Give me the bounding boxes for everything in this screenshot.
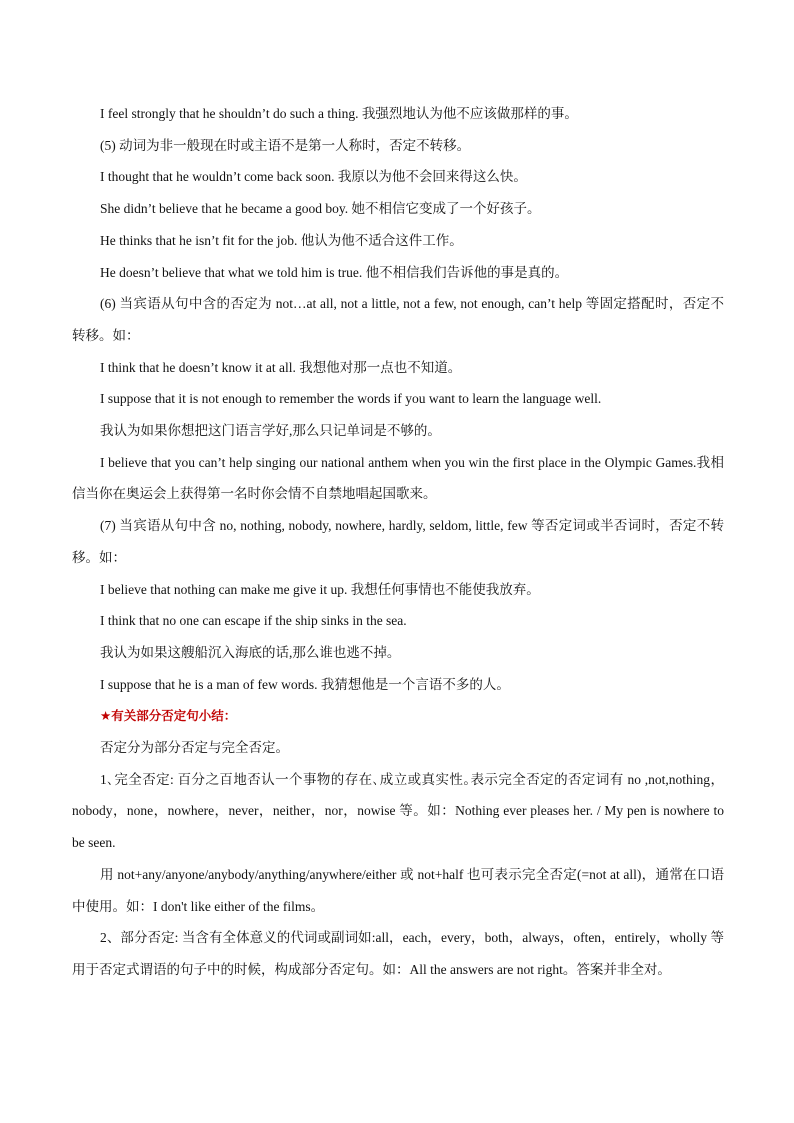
summary-paragraph-partial-negation: 2、部分否定: 当含有全体意义的代词或副词如:all，each，every，both，always，often，entirely，wholly 等用于否定式谓语的句子中的时候，构成部分否定句。如：All the answers are not right。答案并非全对。 (72, 930, 724, 977)
document-body (72, 98, 724, 986)
paragraph-translation-enough: 我认为如果你想把这门语言学好,那么只记单词是不够的。 (100, 423, 441, 439)
paragraph-rule-5: (5) 动词为非一般现在时或主语不是第一人称时，否定不转移。 (100, 137, 471, 153)
paragraph-translation-no-one: 我认为如果这艘船沉入海底的话,那么谁也逃不掉。 (100, 644, 401, 660)
paragraph-example-no-one: I think that no one can escape if the ship sinks in the sea. (100, 613, 407, 629)
summary-heading-text: 有关部分否定句小结： (111, 708, 237, 724)
paragraph-example-few-words: I suppose that he is a man of few words. 我猜想他是一个言语不多的人。 (100, 676, 510, 692)
paragraph-example-thinks: He thinks that he isn’t fit for the job. 他认为他不适合这件工作。 (100, 232, 463, 248)
summary-paragraph-not-any: 用 not+any/anyone/anybody/anything/anywhere/either 或 not+half 也可表示完全否定(=not at all)，通常在口语中使用。如：I don't like either of the films。 (72, 866, 724, 914)
summary-paragraph-intro: 否定分为部分否定与完全否定。 (100, 740, 289, 756)
paragraph-example-thought: I thought that he wouldn’t come back soon. 我原以为他不会回来得这么快。 (100, 169, 527, 185)
paragraph-rule-6: (6) 当宾语从句中含的否定为 not…at all, not a little, not a few, not enough, can’t help 等固定搭配时，否定不转移。如： (72, 296, 724, 343)
star-icon: ★ (100, 708, 112, 724)
paragraph-example-nothing: I believe that nothing can make me give it up. 我想任何事情也不能使我放弃。 (100, 581, 540, 597)
paragraph-example-suppose-enough: I suppose that it is not enough to remember the words if you want to learn the language well. (100, 391, 602, 407)
paragraph-example-doesnt-believe: He doesn’t believe that what we told him is true. 他不相信我们告诉他的事是真的。 (100, 264, 569, 280)
paragraph-example-think-at-all: I think that he doesn’t know it at all. 我想他对那一点也不知道。 (100, 359, 462, 375)
summary-paragraph-full-negation: 1､完全否定: 百分之百地否认一个事物的存在､成立或真实性｡表示完全否定的否定词有 no ,not,nothing，nobody，none，nowhere，never，neither，nor，nowise 等。如：Nothing ever pleases her. / My pen is nowhere to be seen. (72, 771, 724, 851)
summary-heading (72, 700, 724, 732)
paragraph-example-didnt-believe: She didn’t believe that he became a good boy. 她不相信它变成了一个好孩子。 (100, 201, 541, 217)
paragraph-rule-7: (7) 当宾语从句中含 no, nothing, nobody, nowhere, hardly, seldom, little, few 等否定词或半否词时，否定不转移。如： (72, 518, 724, 565)
paragraph-example-feel-strongly: I feel strongly that he shouldn’t do such a thing. 我强烈地认为他不应该做那样的事。 (100, 106, 578, 121)
paragraph-example-cant-help: I believe that you can’t help singing our national anthem when you win the first place in the Olympic Games.我相信当你在奥运会上获得第一名时你会情不自禁地唱起国歌来。 (72, 454, 724, 502)
